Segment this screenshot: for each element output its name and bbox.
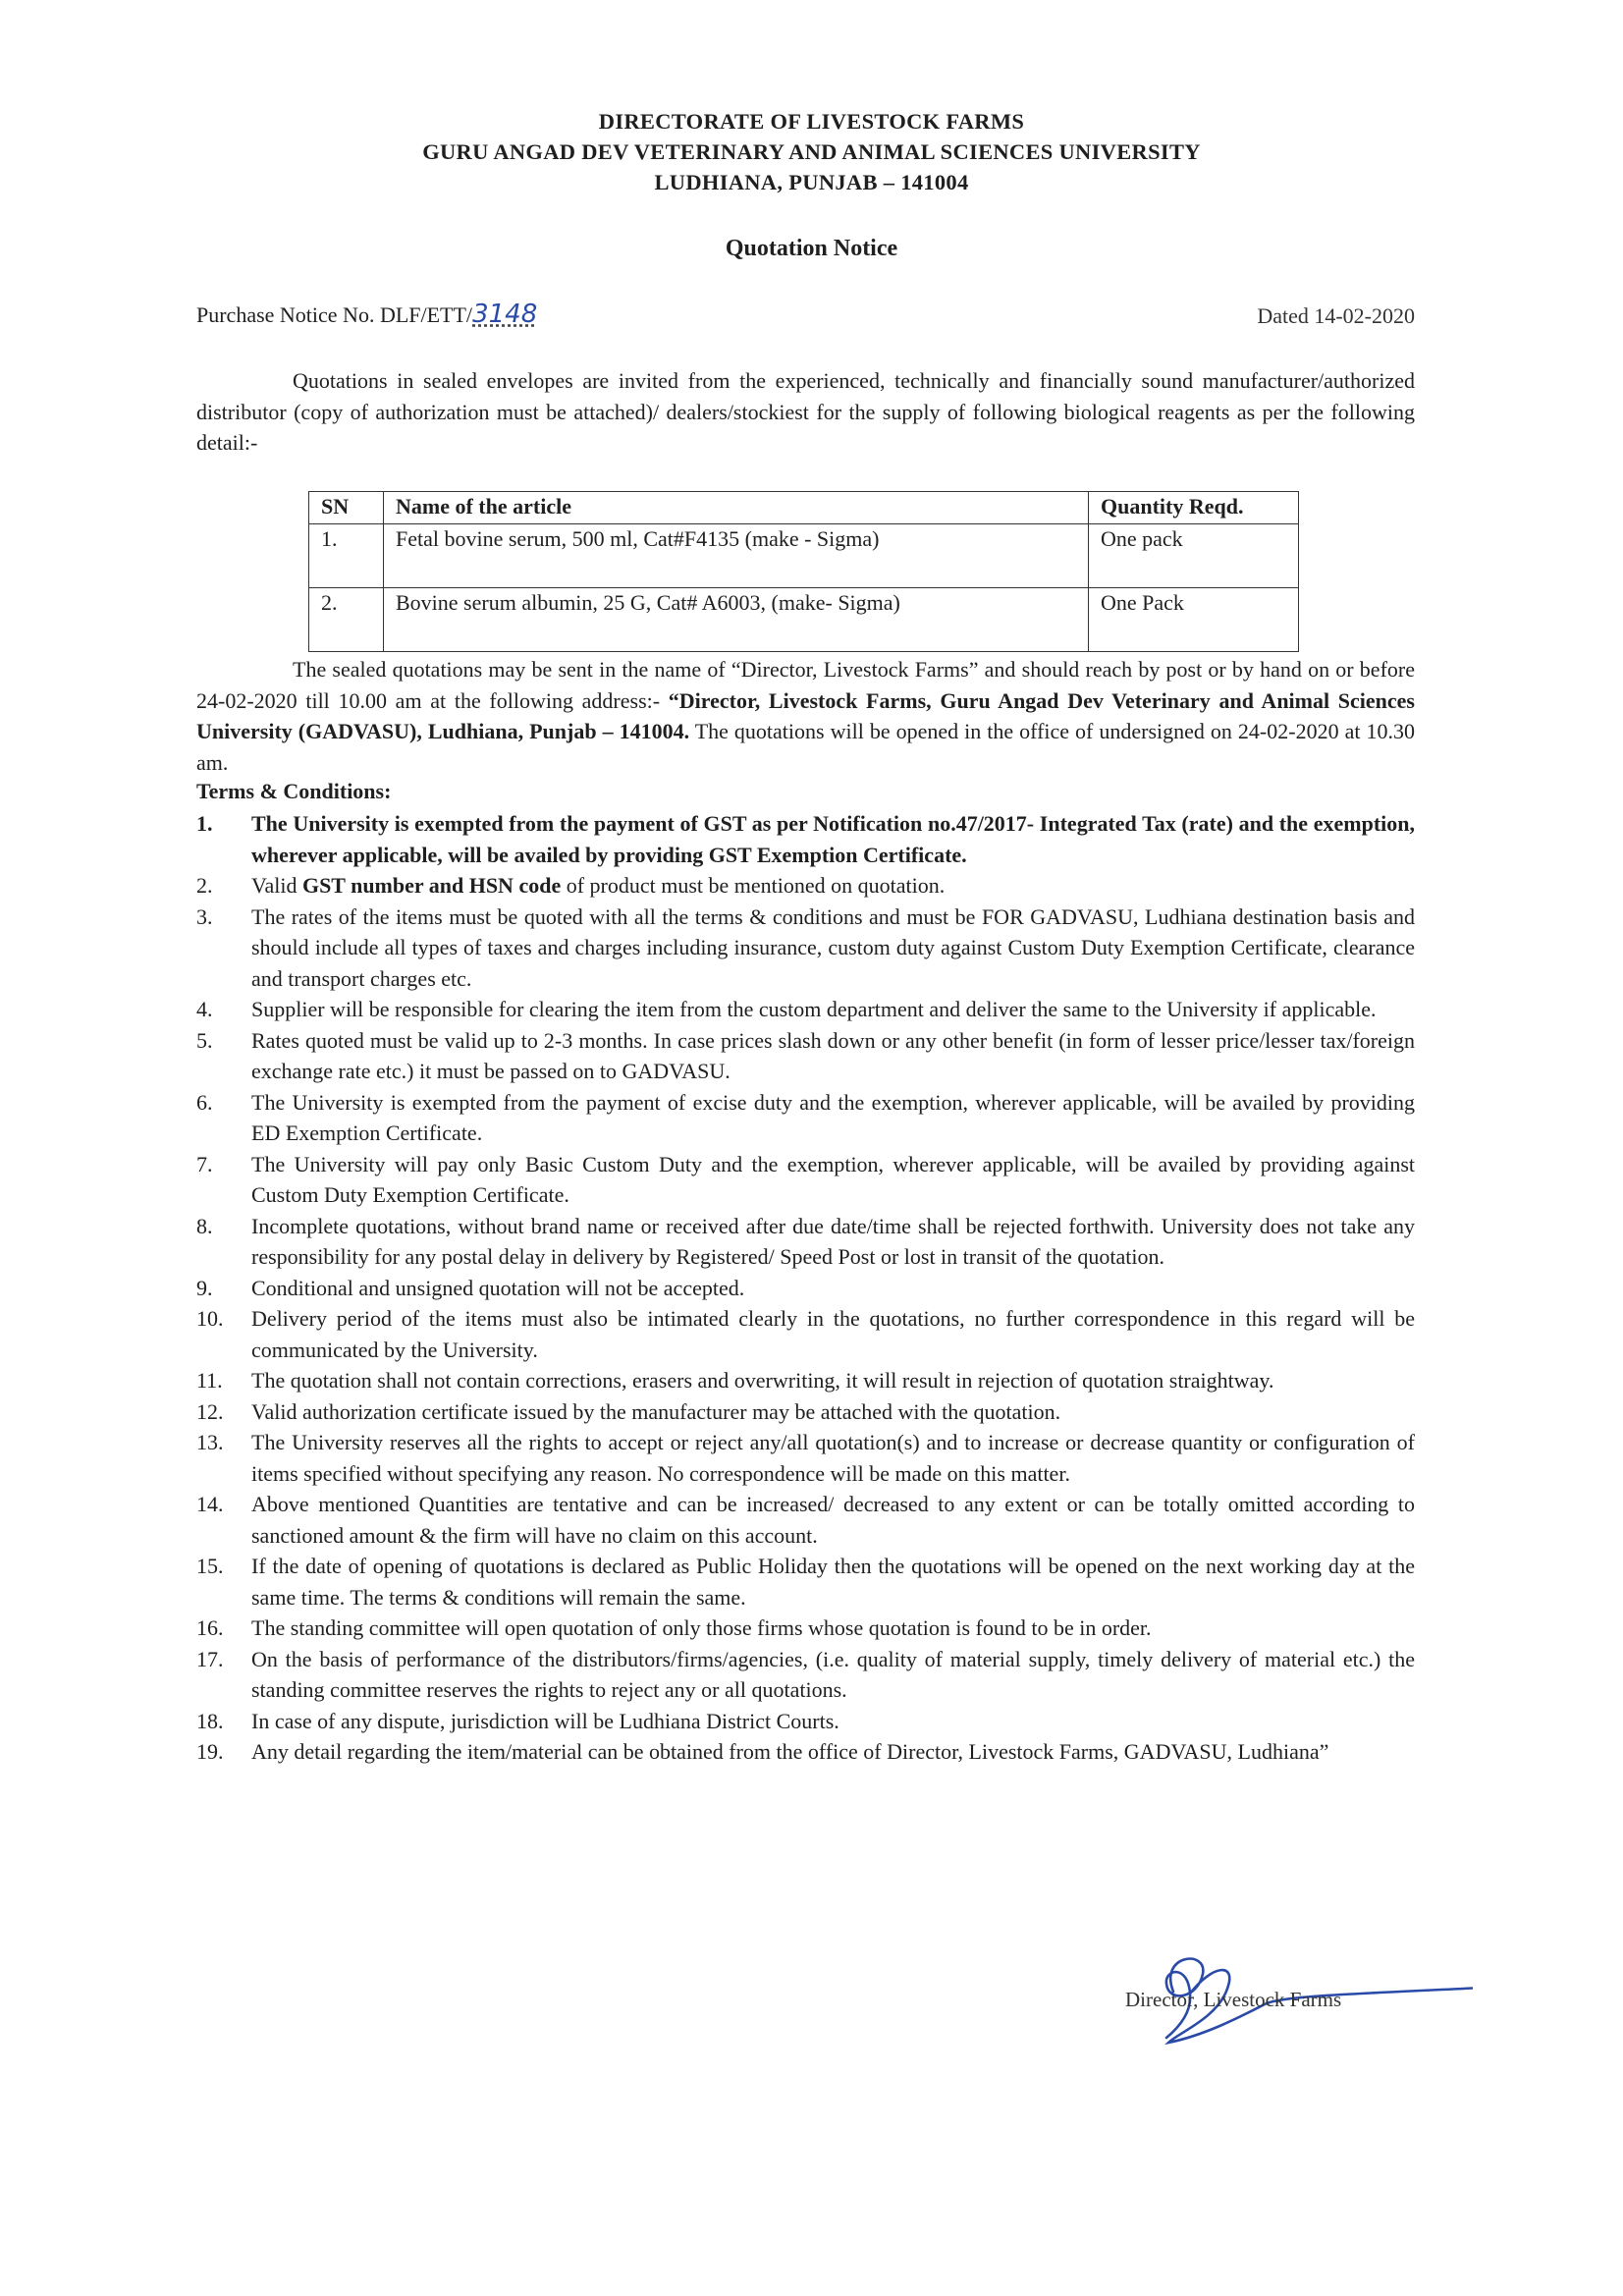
term-number: 9. [196, 1275, 213, 1300]
notice-date: Dated 14-02-2020 [1257, 303, 1415, 328]
term-item [196, 808, 1415, 870]
term-item [196, 1427, 1415, 1489]
term-number: 3. [196, 903, 213, 929]
term-text: In case of any dispute, jurisdiction will be Ludhiana District Courts. [251, 1708, 839, 1733]
term-text: The University will pay only Basic Custom Duty and the exemption, wherever applicable, will be availed by providing against Custom Duty Exemption Certificate. [251, 1151, 1415, 1207]
letterhead [0, 106, 1623, 197]
term-text: Rates quoted must be valid up to 2-3 months. In case prices slash down or any other benefit (in form of lesser price/lesser tax/foreign exchange rate etc.) it must be passed on to GADVASU. [251, 1027, 1415, 1083]
term-number: 13. [196, 1430, 224, 1454]
term-text: On the basis of performance of the distributors/firms/agencies, (i.e. quality of material supply, timely delivery of material etc.) the standing committee reserves the rights to reject any or all quotations. [251, 1646, 1415, 1702]
term-item [196, 1211, 1415, 1273]
term-item [196, 1736, 1415, 1768]
directorate-name: DIRECTORATE OF LIVESTOCK FARMS [598, 109, 1025, 134]
table-row [309, 524, 1299, 588]
term-number: 12. [196, 1398, 224, 1424]
term-item [196, 870, 1415, 902]
term-text: The University is exempted from the payment of excise duty and the exemption, wherever applicable, will be availed by providing ED Exemption Certificate. [251, 1089, 1415, 1145]
term-text: Above mentioned Quantities are tentative and can be increased/ decreased to any extent or can be totally omitted according to sanctioned amount & the firm will have no claim on this account. [251, 1492, 1415, 1548]
term-text: Conditional and unsigned quotation will not be accepted. [251, 1275, 745, 1300]
term-text: Any detail regarding the item/material can be obtained from the office of Director, Livestock Farms, GADVASU, Ludhiana” [251, 1739, 1329, 1764]
term-text: Incomplete quotations, without brand name or received after due date/time shall be rejected forthwith. University does not take any responsibility for any postal delay in delivery by Registered/ Speed Post or lost in transit of the quotation. [251, 1213, 1415, 1269]
row-article: Fetal bovine serum, 500 ml, Cat#F4135 (make - Sigma) [384, 524, 1089, 588]
term-item [196, 1149, 1415, 1211]
term-text: Delivery period of the items must also be intimated clearly in the quotations, no further correspondence in this regard will be communicated by the University. [251, 1306, 1415, 1362]
term-item [196, 1644, 1415, 1706]
term-number: 18. [196, 1708, 224, 1733]
university-name: GURU ANGAD DEV VETERINARY AND ANIMAL SCIENCES UNIVERSITY [422, 139, 1201, 164]
submission-address: “Director, Livestock Farms, Guru Angad Dev Veterinary and Animal Sciences University (GADVASU), Ludhiana, Punjab – 141004. [196, 687, 1415, 743]
intro-paragraph: Quotations in sealed envelopes are invited from the experienced, technically and financially sound manufacturer/authorized distributor (copy of authorization must be attached)/ dealers/stockiest for the supply of following biological reagents as per the following detail:- [196, 368, 1415, 455]
term-text [251, 870, 1415, 902]
term-number: 8. [196, 1213, 213, 1238]
row-sn: 1. [309, 524, 384, 588]
terms-heading: Terms & Conditions: [196, 779, 392, 803]
submission-paragraph [196, 654, 1415, 778]
term-item [196, 1087, 1415, 1149]
term-item [196, 1551, 1415, 1613]
term-item [196, 1025, 1415, 1087]
header-article: Name of the article [384, 492, 1089, 524]
term-number: 5. [196, 1027, 213, 1053]
term-text: Valid authorization certificate issued by the manufacturer may be attached with the quotation. [251, 1398, 1061, 1424]
term-number: 6. [196, 1089, 213, 1115]
term-text: The quotation shall not contain corrections, erasers and overwriting, it will result in rejection of quotation straightway. [251, 1368, 1274, 1393]
term-item [196, 902, 1415, 995]
term-item [196, 1706, 1415, 1737]
term-number: 19. [196, 1739, 224, 1764]
table-header-row [309, 492, 1299, 524]
term-number: 4. [196, 997, 213, 1021]
term-text: If the date of opening of quotations is declared as Public Holiday then the quotations will be opened on the next working day at the same time. The terms & conditions will remain the same. [251, 1554, 1415, 1610]
opening-text: The quotations will be opened in the office of undersigned on 24-02-2020 at 10.30 am. [196, 719, 1415, 775]
signatory-title: Director, Livestock Farms [1125, 1988, 1342, 2011]
term-item [196, 994, 1415, 1025]
term-number: 17. [196, 1646, 224, 1671]
term-text: The standing committee will open quotation of only those firms whose quotation is found to be in order. [251, 1615, 1152, 1640]
row-quantity: One Pack [1089, 588, 1299, 652]
term-text: Supplier will be responsible for clearing the item from the custom department and deliver the same to the University if applicable. [251, 997, 1377, 1021]
notice-title: Quotation Notice [725, 236, 898, 261]
terms-list [196, 808, 1415, 1768]
term-item [196, 1273, 1415, 1304]
row-quantity: One pack [1089, 524, 1299, 588]
term-item [196, 1613, 1415, 1644]
term-number: 10. [196, 1306, 224, 1331]
term-item [196, 1396, 1415, 1428]
term-number: 14. [196, 1492, 224, 1516]
term-number: 11. [196, 1368, 223, 1393]
term-item [196, 1489, 1415, 1551]
term-text: The University reserves all the rights to accept or reject any/all quotation(s) and to increase or decrease quantity or configuration of items specified without specifying any reason. No correspondence will be made on this matter. [251, 1430, 1415, 1486]
term-item [196, 1303, 1415, 1365]
row-sn: 2. [309, 588, 384, 652]
term-number: 16. [196, 1615, 224, 1640]
submission-text: The sealed quotations may be sent in the name of “Director, Livestock Farms” and should reach by post or by hand on or before 24-02-2020 till 10.00 am at the following address:- [196, 657, 1415, 713]
term-text-bold: GST number and HSN code [301, 873, 562, 898]
header-quantity: Quantity Reqd. [1089, 492, 1299, 524]
purchase-notice-label: Purchase Notice No. DLF/ETT/ [196, 302, 473, 327]
term-item [196, 1365, 1415, 1396]
term-number: 1. [196, 811, 213, 836]
items-table [308, 491, 1299, 652]
purchase-notice-number [196, 300, 537, 329]
row-article: Bovine serum albumin, 25 G, Cat# A6003, (make- Sigma) [384, 588, 1089, 652]
university-address: LUDHIANA, PUNJAB – 141004 [654, 170, 969, 194]
term-text-pre: Valid [251, 873, 302, 898]
header-sn: SN [309, 492, 384, 524]
term-number: 2. [196, 873, 213, 898]
term-number: 15. [196, 1554, 224, 1578]
purchase-notice-handwritten-number: 3148 [472, 300, 538, 329]
term-text: The rates of the items must be quoted with all the terms & conditions and must be FOR GADVASU, Ludhiana destination basis and should include all types of taxes and charges including insurance, custom duty against Custom Duty Exemption Certificate, clearance and transport charges etc. [251, 903, 1415, 991]
table-row [309, 588, 1299, 652]
term-number: 7. [196, 1151, 213, 1176]
term-text-post: of product must be mentioned on quotation. [561, 873, 946, 898]
term-text: The University is exempted from the payment of GST as per Notification no.47/2017- Integrated Tax (rate) and the exemption, wherever applicable, will be availed by providing GST Exemption Certificate. [251, 811, 1415, 867]
